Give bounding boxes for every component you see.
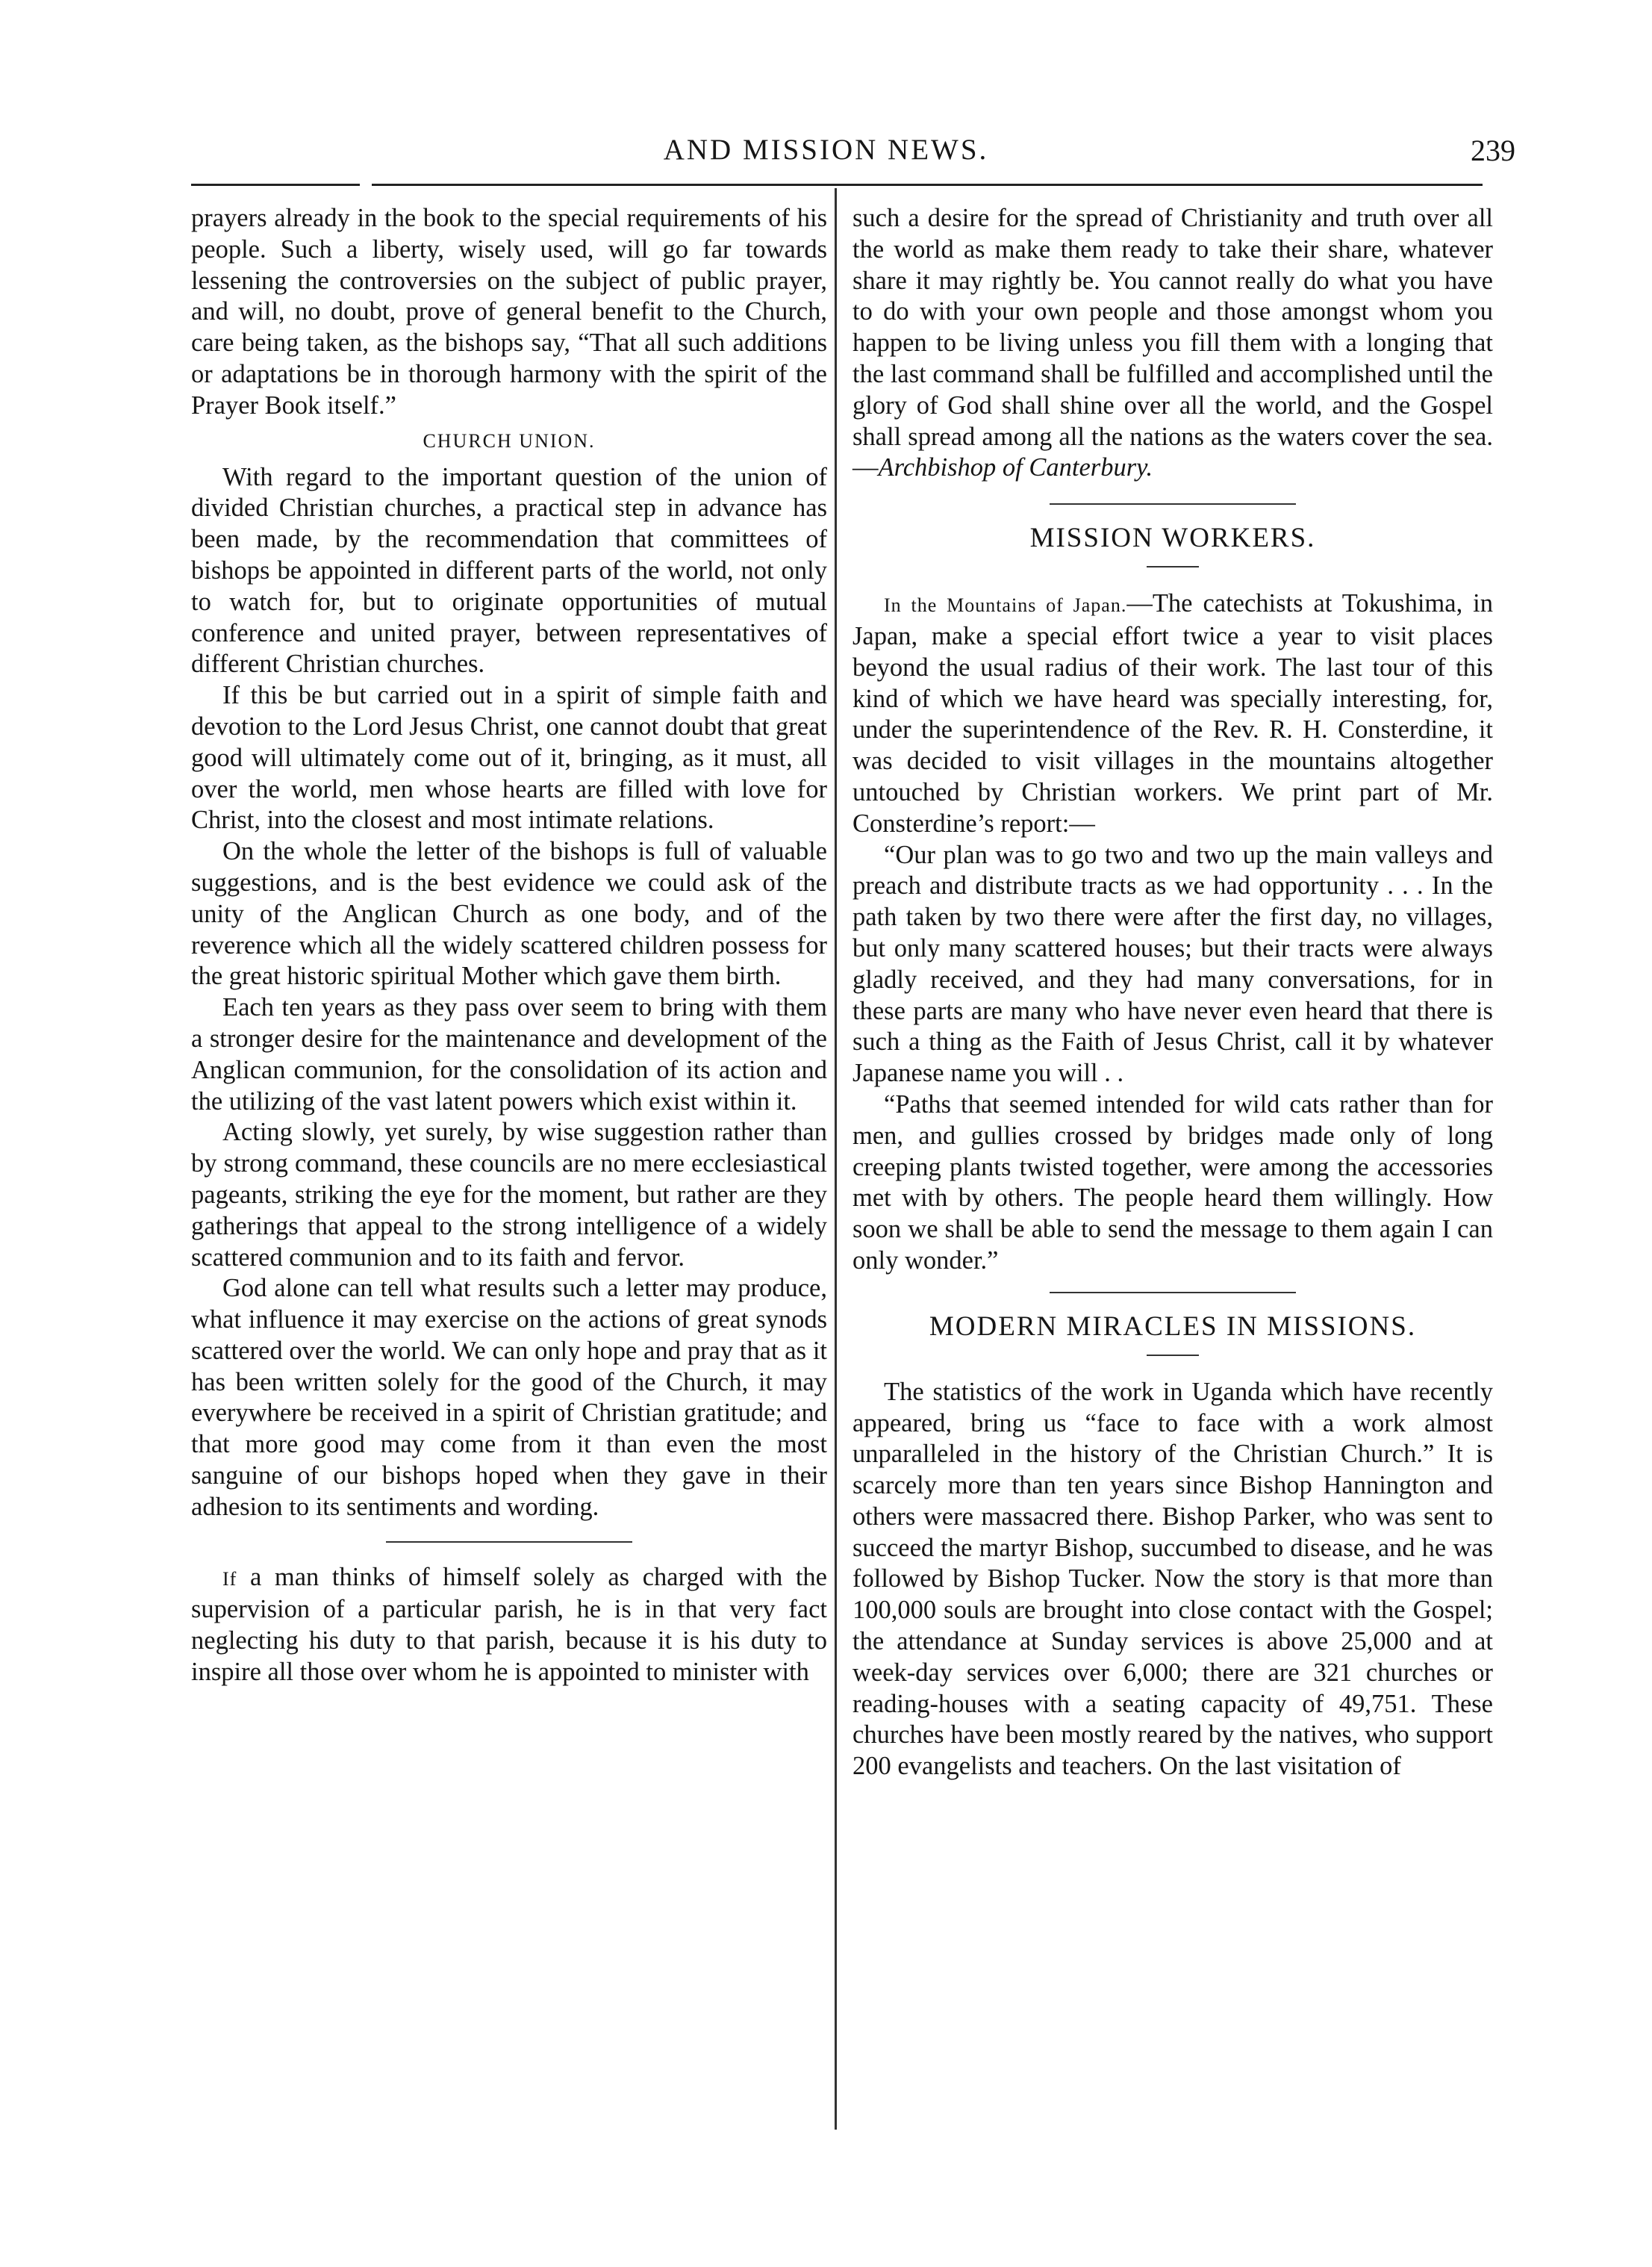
lead-word: If [222,1567,237,1590]
run-in-heading: In the Mountains of Japan. [884,594,1127,617]
column-divider [835,188,837,2130]
paragraph [191,1562,827,1688]
left-column [191,203,827,1688]
paragraph-text: a man thinks of himself solely as charged with the supervision of a particular parish, he is in that very fact neglecting his duty to that parish, because it is his duty to inspire all those over whom he is appointed to minister with [191,1562,827,1687]
paragraph-text: —The catechists at Tokushima, in Japan, make a special effort twice a year to visit places beyond the usual radius of their work. The last tour of this kind of which we have heard was specially interesting, for, under the superintendence of the Rev. R. H. Consterdine, it was decided to visit villages in the mountains altogether untouched by Christian workers. We print part of Mr. Consterdine’s report:— [853,589,1493,838]
mission-workers-heading: MISSION WORKERS. [1029,523,1316,554]
quote-paragraph: “Paths that seemed intended for wild cats rather than for men, and gullies crossed by bridges made only of long creeping plants twisted together, were among the accessories met with by others. The people heard them willingly. How soon we shall be able to send the message to them again I can only wonder.” [853,1089,1493,1275]
attribution: Archbishop of Canterbury. [878,453,1153,482]
running-head: AND MISSION NEWS. [663,134,989,166]
paragraph: Each ten years as they pass over seem to bring with them a stronger desire for the maintenance and development of the Anglican communion, for the consolidation of its action and the utilizing of the vast latent powers which exist within it. [191,993,827,1116]
page-number: 239 [1471,134,1515,167]
paragraph: With regard to the important question of the union of divided Christian churches, a practical step in advance has been made, by the recommendation that committees of bishops be appointed in different parts of the world, not only to watch for, but to originate opportunities of mutual conference and united prayer, between representatives of different Christian churches. [191,462,827,679]
paragraph [853,203,1493,484]
header-rule-left [191,184,360,186]
paragraph: God alone can tell what results such a letter may produce, what influence it may exercise on the actions of great synods scattered over the world. We can only hope and pray that as it has been written solely for the good of the Church, it may everywhere be received in a spirit of Christian gratitude; and that more good may come from it than even the most sanguine of our bishops hoped when they gave in their adhesion to its sentiments and wording. [191,1274,827,1521]
paragraph: Acting slowly, yet surely, by wise suggestion rather than by strong command, these councils are no mere ecclesiastical pageants, striking the eye for the moment, but rather are they gatherings that appeal to the strong intelligence of a widely scattered communion and to its faith and fervor. [191,1118,827,1272]
paragraph: prayers already in the book to the special requirements of his people. Such a liberty, wisely used, will go far towards lessening the controversies on the subject of public prayer, and will, no doubt, prove of general benefit to the Church, care being taken, as the bishops say, “That all such additions or adaptations be in thorough harmony with the spirit of the Prayer Book itself.” [191,204,827,420]
paragraph [853,588,1493,839]
church-union-heading: CHURCH UNION. [423,429,596,452]
paragraph: The statistics of the work in Uganda which have recently appeared, bring us “face to face with a work almost unparalleled in the history of the Christian Church.” It is scarcely more than ten years since Bishop Hannington and others were massacred there. Bishop Parker, who was sent to succeed the martyr Bishop, succumbed to disease, and he was followed by Bishop Tucker. Now the story is that more than 100,000 souls are brought into close contact with the Gospel; the attendance at Sunday services is above 25,000 and at week-day services over 6,000; there are 321 churches or reading-houses with a seating capacity of 49,751. These churches have been mostly reared by the natives, who support 200 evangelists and teachers. On the last visitation of [853,1377,1493,1781]
paragraph: If this be but carried out in a spirit of simple faith and devotion to the Lord Jesus Christ, one cannot doubt that great good will ultimately come out of it, bringing, as it must, all over the world, men whose hearts are filled with love for Christ, into the closest and most intimate relations. [191,681,827,835]
paragraph-text: such a desire for the spread of Christianity and truth over all the world as make them ready to take their share, whatever share it may rightly be. You cannot really do what you have to do with your own people and those amongst whom you happen to be living unless you fill them with a longing that the last command shall be fulfilled and accomplished until the glory of God shall shine over all the world, and the Gospel shall spread among all the nations as the waters cover the sea.— [853,204,1493,482]
quote-paragraph: “Our plan was to go two and two up the main valleys and preach and distribute tracts as we had opportunity . . . In the path taken by two there were after the first day, no villages, but only many scattered houses; but their tracts were always gladly received, and they had many conversations, for in these parts are many who have never even heard that there is such a thing as the Faith of Jesus Christ, call it by whatever Japanese name you will . . [853,840,1493,1088]
header-rule-main [372,184,1483,186]
paragraph: On the whole the letter of the bishops is full of valuable suggestions, and is the best evidence we could ask of the unity of the Anglican Church as one body, and of the reverence which all the widely scattered children possess for the great historic spiritual Mother which gave them birth. [191,837,827,991]
modern-miracles-heading: MODERN MIRACLES IN MISSIONS. [929,1310,1417,1342]
right-column [853,203,1493,1782]
